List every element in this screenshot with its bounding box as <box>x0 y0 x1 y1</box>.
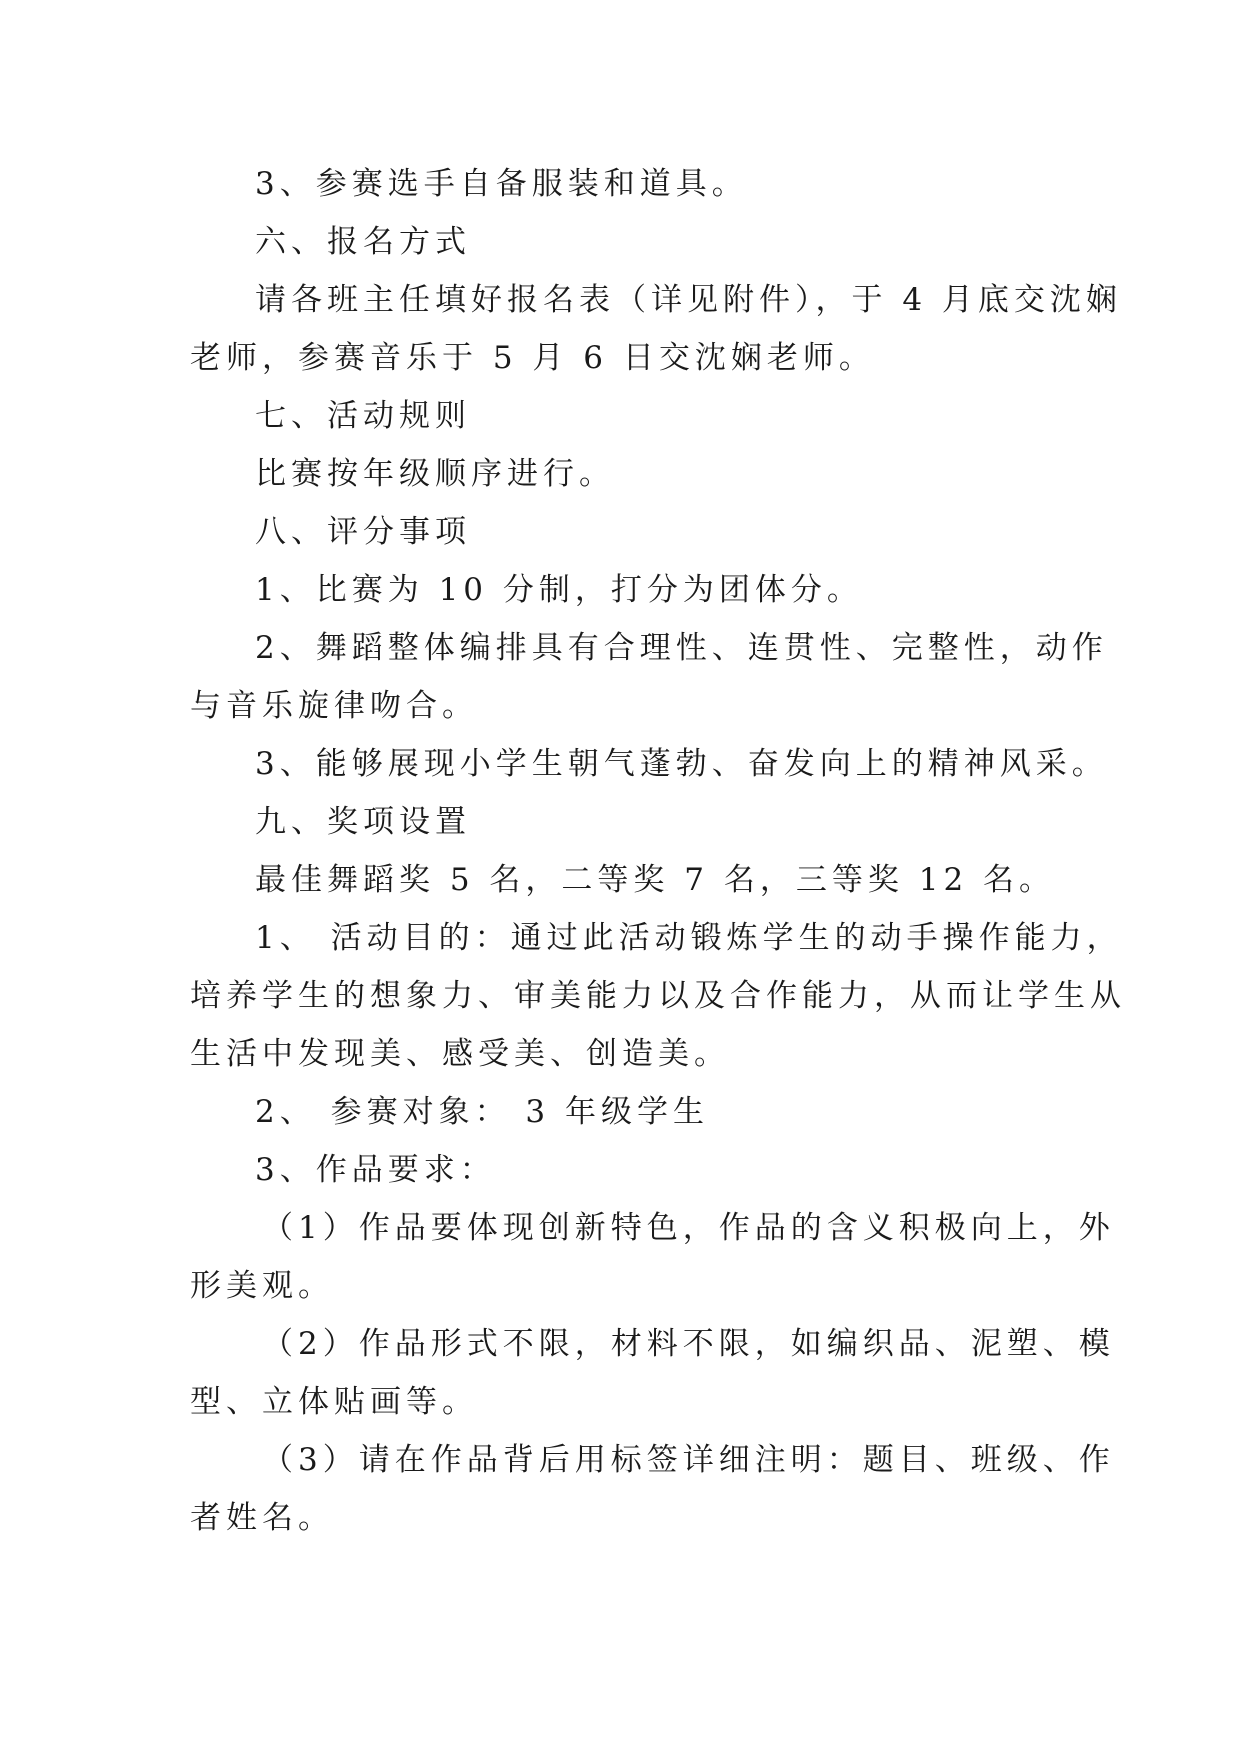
paragraph-line: 者姓名。 <box>190 1500 334 1536</box>
paragraph-line: 3、参赛选手自备服装和道具。 <box>255 166 748 202</box>
paragraph-line: 与音乐旋律吻合。 <box>190 688 478 724</box>
paragraph-line: （2）作品形式不限，材料不限，如编织品、泥塑、模 <box>262 1326 1115 1362</box>
section-heading: 七、活动规则 <box>255 398 471 434</box>
paragraph-line: 2、舞蹈整体编排具有合理性、连贯性、完整性，动作 <box>255 630 1108 666</box>
section-heading: 六、报名方式 <box>255 224 471 260</box>
paragraph-line: 3、能够展现小学生朝气蓬勃、奋发向上的精神风采。 <box>255 746 1108 782</box>
section-heading: 八、评分事项 <box>255 514 471 550</box>
paragraph-line: 1、比赛为 10 分制，打分为团体分。 <box>255 572 863 608</box>
paragraph-line: 培养学生的想象力、审美能力以及合作能力，从而让学生从 <box>190 978 1126 1014</box>
paragraph-line: （3）请在作品背后用标签详细注明：题目、班级、作 <box>262 1442 1115 1478</box>
paragraph-line: 最佳舞蹈奖 5 名，二等奖 7 名，三等奖 12 名。 <box>255 862 1056 898</box>
paragraph-line: （1）作品要体现创新特色，作品的含义积极向上，外 <box>262 1210 1115 1246</box>
section-heading: 九、奖项设置 <box>255 804 471 840</box>
paragraph-line: 请各班主任填好报名表（详见附件），于 4 月底交沈娴 <box>255 282 1122 318</box>
paragraph-line: 型、立体贴画等。 <box>190 1384 478 1420</box>
paragraph-line: 形美观。 <box>190 1268 334 1304</box>
paragraph-line: 老师，参赛音乐于 5 月 6 日交沈娴老师。 <box>190 340 875 376</box>
paragraph-line: 2、 参赛对象： 3 年级学生 <box>255 1094 710 1130</box>
paragraph-line: 比赛按年级顺序进行。 <box>255 456 615 492</box>
paragraph-line: 生活中发现美、感受美、创造美。 <box>190 1036 730 1072</box>
paragraph-line: 1、 活动目的：通过此活动锻炼学生的动手操作能力， <box>255 920 1123 956</box>
paragraph-line: 3、作品要求： <box>255 1152 496 1188</box>
